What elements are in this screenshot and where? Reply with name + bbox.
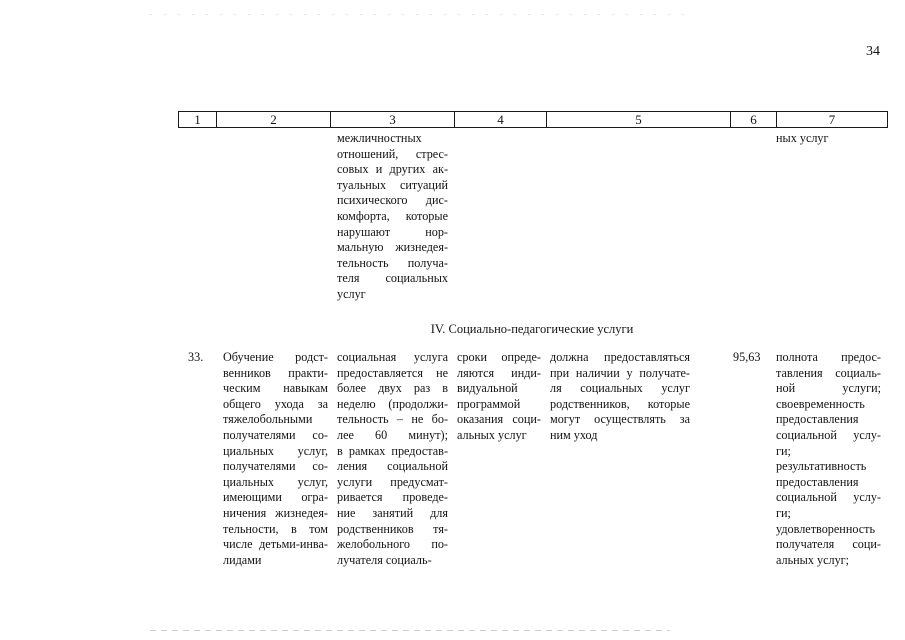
text-line: психического дис-: [337, 193, 448, 208]
text-line: получателя соци-: [776, 537, 881, 552]
text-line: альных услуг: [457, 427, 527, 442]
continuation-col3: [337, 131, 448, 303]
text-line: ним уход: [550, 427, 598, 442]
text-line: Обучение родст-: [223, 350, 328, 364]
header-cell: 3: [331, 112, 455, 128]
text-line: ной услуги;: [776, 381, 881, 396]
row33-terms: [457, 350, 541, 444]
text-line: тельности, в том: [223, 521, 328, 536]
text-line: нарушают нор-: [337, 224, 448, 239]
text-line: желобольного по-: [337, 537, 448, 552]
text-line: ления социальной: [337, 459, 448, 474]
text-line: неделю (продолжи-: [337, 396, 448, 411]
row33-quality-indicators: [776, 350, 881, 568]
text-line: альных услуг;: [776, 552, 850, 567]
text-line: лидами: [223, 552, 262, 567]
text-line: комфорта, которые: [337, 208, 448, 223]
text-line: получателями со-: [223, 459, 328, 474]
header-cell: 1: [179, 112, 217, 128]
text-line: более двух раз в: [337, 381, 448, 396]
header-cell: 4: [455, 112, 547, 128]
row33-service-description: [337, 350, 448, 568]
section-title: IV. Социально-педагогические услуги: [430, 322, 634, 336]
text-line: родственников, которые: [550, 396, 690, 411]
text-line: социальной услу-: [776, 490, 881, 505]
text-line: общего ухода за: [223, 396, 328, 411]
text-line: туальных ситуаций: [337, 177, 448, 192]
text-line: ги;: [776, 505, 791, 520]
text-line: получателями со-: [223, 427, 328, 442]
text-line: ги;: [776, 443, 791, 458]
header-cell: 5: [547, 112, 731, 128]
text-line: при наличии у получате-: [550, 365, 690, 380]
text-line: родственников тя-: [337, 521, 448, 536]
text-line: лучателя социаль-: [337, 552, 432, 567]
text-line: предоставления: [776, 474, 859, 489]
text-line: ческим навыкам: [223, 381, 328, 396]
text-line: имеющими огра-: [223, 490, 328, 505]
text-line: в рамках предостав-: [337, 443, 448, 458]
text-line: социальной услу-: [776, 427, 881, 442]
text-line: совых и других ак-: [337, 162, 448, 177]
row33-number: 33.: [188, 350, 204, 364]
text-line: удовлетворенность: [776, 521, 876, 536]
text-line: тельность – не бо-: [337, 412, 448, 427]
text-line: программой: [457, 396, 521, 411]
text-line: циальных услуг,: [223, 474, 328, 489]
text-line: теля социальных: [337, 271, 448, 286]
text-line: оказания соци-: [457, 412, 541, 427]
text-line: тяжелобольными: [223, 412, 313, 427]
text-line: ляются инди-: [457, 365, 541, 380]
text-line: циальных услуг,: [223, 443, 328, 458]
text-line: межличностных: [337, 131, 422, 145]
text-line: лее 60 минут);: [337, 427, 448, 442]
text-line: результативность: [776, 459, 867, 474]
header-cell: 2: [217, 112, 331, 128]
scan-artifact: [150, 630, 670, 631]
text-line: тавления социаль-: [776, 365, 881, 380]
text-line: тельность получа-: [337, 255, 448, 270]
text-line: отношений, стрес-: [337, 146, 448, 161]
header-cell: 7: [777, 112, 888, 128]
text-line: видуальной: [457, 381, 518, 396]
text-line: ривается проведе-: [337, 490, 448, 505]
column-number-header: [178, 111, 888, 128]
text-line: своевременность: [776, 396, 865, 411]
text-line: услуг: [337, 286, 366, 301]
text-line: мальную жизнедея-: [337, 240, 448, 255]
text-line: венников практи-: [223, 365, 328, 380]
text-line: ных услуг: [776, 131, 829, 145]
row33-tariff: 95,63: [733, 350, 761, 364]
text-line: полнота предос-: [776, 350, 881, 364]
text-line: могут осуществлять за: [550, 412, 690, 427]
text-line: числе детьми-инва-: [223, 537, 328, 552]
row33-conditions: [550, 350, 690, 444]
text-line: должна предоставляться: [550, 350, 690, 364]
scan-artifact: [150, 14, 690, 15]
text-line: ничения жизнедея-: [223, 505, 328, 520]
text-line: ля социальных услуг: [550, 381, 690, 396]
header-cell: 6: [731, 112, 777, 128]
text-line: предоставления: [776, 412, 859, 427]
text-line: социальная услуга: [337, 350, 448, 364]
text-line: ние занятий для: [337, 505, 448, 520]
text-line: сроки опреде-: [457, 350, 541, 364]
page-number: 34: [866, 44, 880, 59]
text-line: предоставляется не: [337, 365, 448, 380]
continuation-col7: [776, 131, 886, 147]
text-line: услуги предусмат-: [337, 474, 448, 489]
row33-service-name: [223, 350, 328, 568]
